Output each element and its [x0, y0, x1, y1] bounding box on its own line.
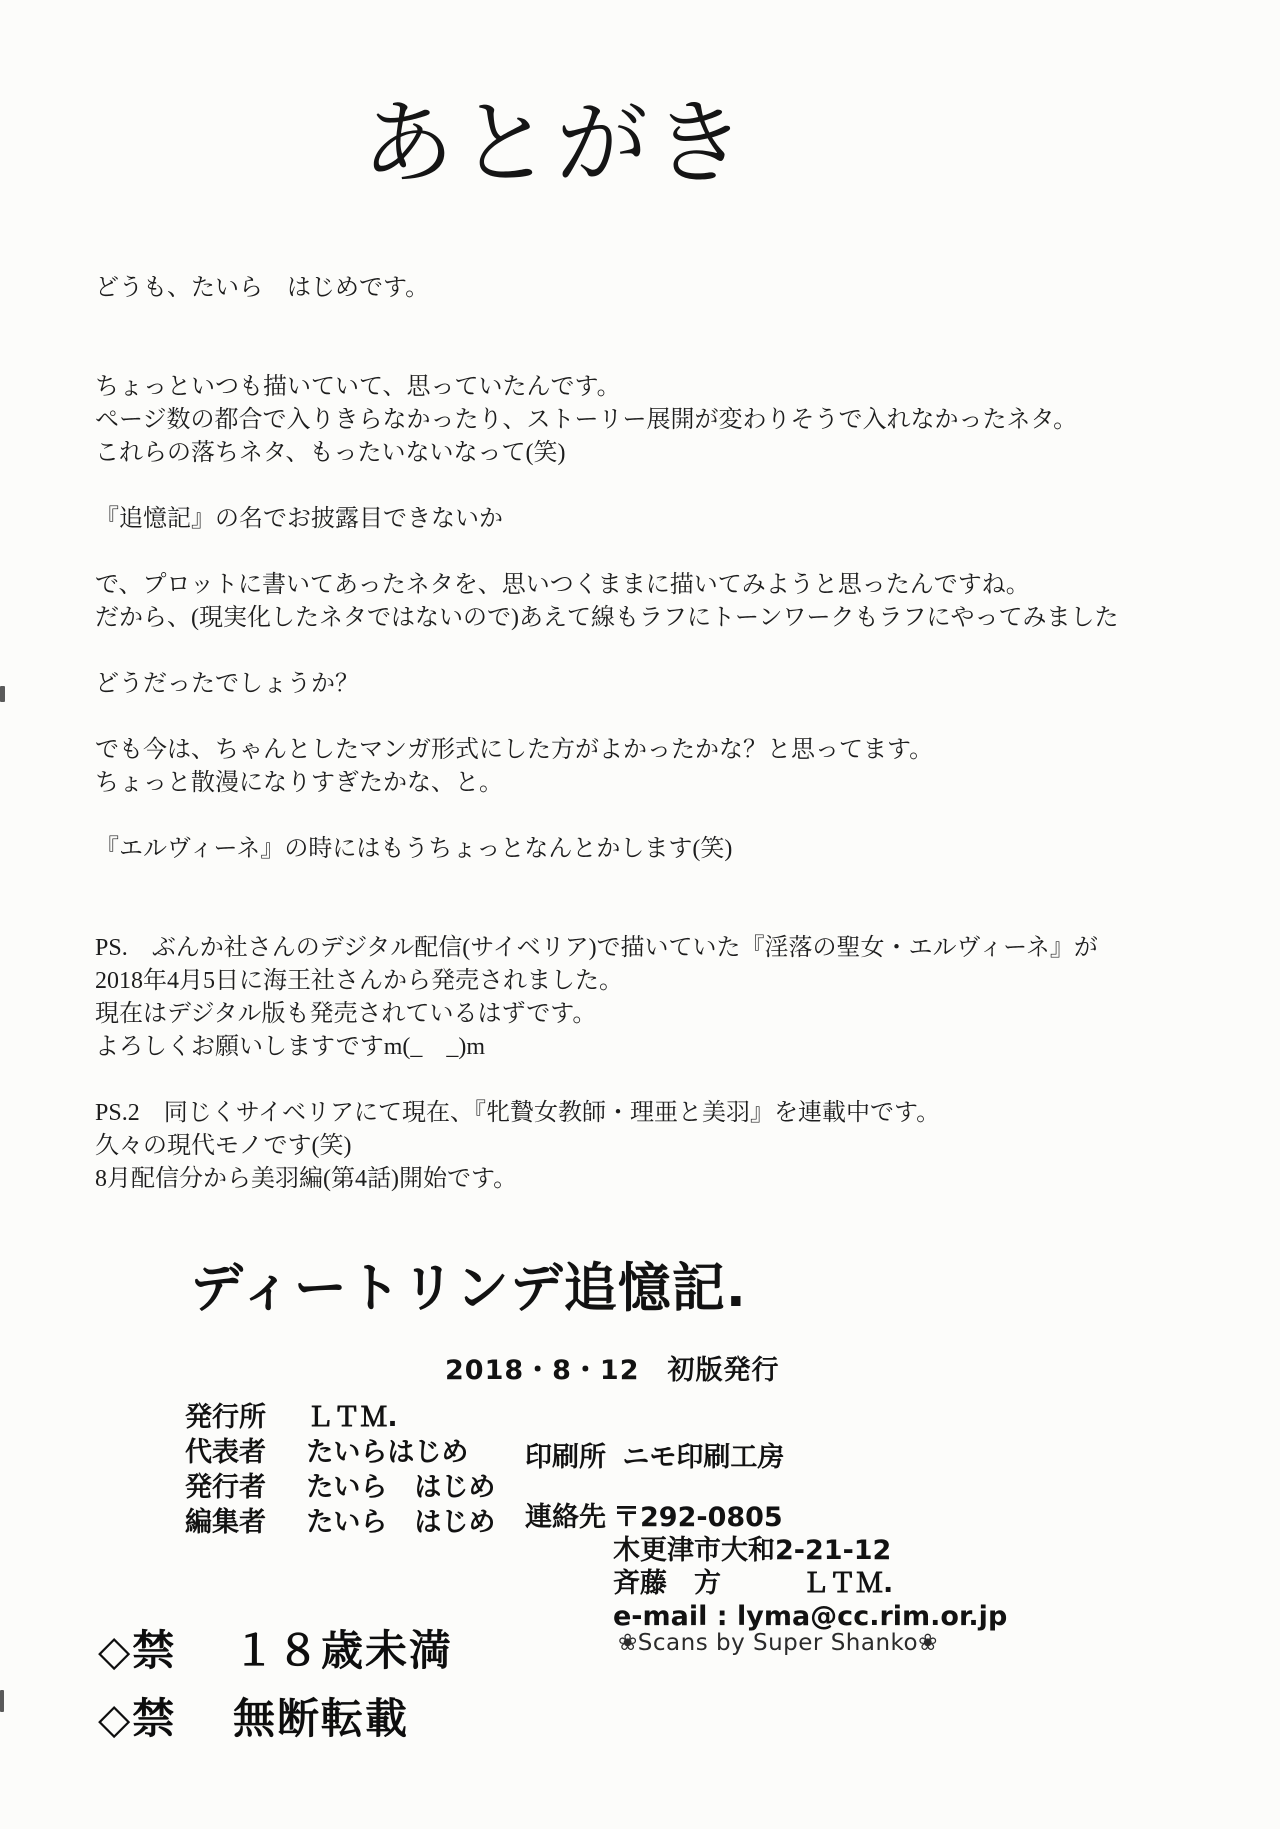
- colophon-row: [185, 1505, 495, 1540]
- prohibition-mark: ◇禁: [98, 1694, 177, 1743]
- body-line: 2018年4月5日に海王社さんから発売されました。: [95, 968, 623, 994]
- body-line: 8月配信分から美羽編(第4話)開始です。: [95, 1166, 518, 1192]
- prohibition-text: １８歳未満: [232, 1626, 453, 1675]
- body-line: [95, 305, 1119, 338]
- scan-artifact-mark: [0, 1690, 4, 1712]
- contact-label: 連絡先: [525, 1502, 606, 1533]
- colophon-left-column: [185, 1400, 495, 1540]
- scan-artifact-mark: [0, 686, 5, 702]
- body-line: 久々の現代モノです(笑): [95, 1133, 352, 1159]
- printer-label: 印刷所: [525, 1442, 606, 1473]
- body-line: で、プロットに書いてあったネタを、思いつくままに描いてみようと思ったんですね。: [95, 572, 1030, 598]
- colophon-label: 代表者: [185, 1437, 266, 1468]
- body-line: よろしくお願いしますですm(_ _)m: [95, 1034, 486, 1060]
- page-title: あとがき: [362, 90, 751, 197]
- body-line: [95, 866, 1119, 899]
- body-line: [95, 1064, 1119, 1097]
- body-line: [95, 701, 1119, 734]
- body-line: だから、(現実化したネタではないので)あえて線もラフにトーンワークもラフにやってみました: [95, 605, 1119, 631]
- book-title: ディートリンデ追憶記.: [190, 1258, 747, 1319]
- contact-lines: [613, 1501, 1007, 1633]
- colophon-value: たいら はじめ: [306, 1472, 496, 1503]
- body-line: [95, 635, 1119, 668]
- prohibition-notices: [98, 1626, 453, 1762]
- body-line: [95, 338, 1119, 371]
- body-line: 『追憶記』の名でお披露目できないか: [95, 506, 503, 532]
- colophon-value: たいら はじめ: [306, 1507, 496, 1538]
- colophon-row: [185, 1470, 495, 1505]
- contact-line: 木更津市大和2-21-12: [613, 1535, 892, 1566]
- scan-credit: ❀Scans by Super Shanko❀: [618, 1630, 938, 1656]
- body-line: PS. ぶんか社さんのデジタル配信(サイベリア)で描いていた『淫落の聖女・エルヴィーネ』が: [95, 935, 1098, 961]
- body-line: どうだったでしょうか？: [95, 671, 359, 697]
- colophon-label: 発行所: [185, 1402, 266, 1433]
- body-line: どうも、たいら はじめです。: [95, 275, 430, 301]
- colophon-label: 編集者: [185, 1507, 266, 1538]
- colophon-row: [185, 1400, 495, 1435]
- contact-line: 斉藤 方 ＬＴＭ.: [613, 1568, 894, 1599]
- body-line: [95, 899, 1119, 932]
- afterword-body: [95, 272, 1119, 1196]
- prohibition-mark: ◇禁: [98, 1626, 177, 1675]
- body-line: ページ数の都合で入りきらなかったり、ストーリー展開が変わりそうで入れなかったネタ。: [95, 407, 1078, 433]
- body-line: これらの落ちネタ、もったいないなって(笑): [95, 440, 566, 466]
- body-line: [95, 536, 1119, 569]
- printer-value: ニモ印刷工房: [622, 1442, 785, 1473]
- prohibition-notice: [98, 1626, 453, 1676]
- body-line: ちょっといつも描いていて、思っていたんです。: [95, 374, 621, 400]
- body-line: [95, 470, 1119, 503]
- contact-row: [525, 1501, 1007, 1633]
- prohibition-notice: [98, 1694, 453, 1744]
- body-line: 現在はデジタル版も発売されているはずです。: [95, 1001, 597, 1027]
- body-line: ちょっと散漫になりすぎたかな、と。: [95, 770, 503, 796]
- colophon-value: たいらはじめ: [306, 1437, 469, 1468]
- body-line: でも今は、ちゃんとしたマンガ形式にした方がよかったかな？と思ってます。: [95, 737, 934, 763]
- edition-date: 2018・8・12 初版発行: [445, 1355, 780, 1386]
- contact-line: 〒292-0805: [613, 1502, 783, 1533]
- body-line: [95, 800, 1119, 833]
- body-line: PS.2 同じくサイベリアにて現在、『牝贄女教師・理亜と美羽』を連載中です。: [95, 1100, 941, 1126]
- body-line: 『エルヴィーネ』の時にはもうちょっとなんとかします(笑): [95, 836, 733, 862]
- printer-row: [525, 1435, 784, 1474]
- colophon-row: [185, 1435, 495, 1470]
- contact-line: e-mail : lyma@cc.rim.or.jp: [613, 1601, 1008, 1632]
- colophon-value: ＬＴＭ.: [306, 1402, 398, 1433]
- colophon-label: 発行者: [185, 1472, 266, 1503]
- prohibition-text: 無断転載: [232, 1694, 409, 1743]
